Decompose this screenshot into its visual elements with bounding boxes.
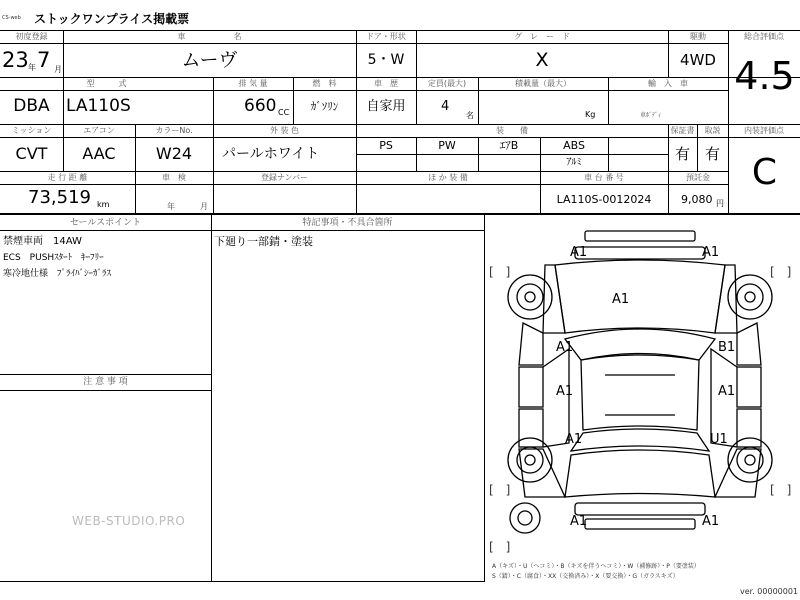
damage-mark-left-rear-door: A1 [556,384,574,399]
import-sub: 車ﾎﾞﾃﾞｨ [640,112,662,119]
import-label: 輸 入 車 [648,79,688,88]
first-reg-year-unit: 年 [28,63,36,72]
version-label: ver. 00000001 [740,587,799,596]
load-label: 積載量（最大） [515,79,571,88]
door-value: 5・W [367,52,405,68]
grade-label: グ レ ー ド [514,32,570,41]
warranty-value: 有 [674,145,690,163]
displacement-label: 排 気 量 [238,79,268,88]
interior-label: 内装評価点 [744,126,784,135]
sales-line-1: 禁煙車両 14AW [3,236,82,247]
equipment-label: 装 備 [496,126,528,135]
fuel-value: ｶﾞｿﾘﾝ [310,100,339,113]
watermark: WEB-STUDIO.PRO [72,514,186,528]
page-title: ストックワンプライス掲載票 [34,12,190,26]
sales-line-3: 寒冷地仕様 ﾌﾟﾗｲﾊﾞｼｰｶﾞﾗｽ [3,269,112,279]
glass-bracket-rear-right: [ ] [770,483,792,497]
legend-line-2: S（錆）・C（腐食）・XX（交換済み）・X（要交換）・G（ガラスキズ） [492,573,679,580]
overall-score: 4.5 [734,54,795,98]
notes-label: 注 意 事 項 [83,377,128,387]
plate-label: 登録ナンバー [260,173,309,182]
sales-point-label: セールスポイント [69,218,142,228]
score-label: 総合評価点 [744,32,784,41]
glass-bracket-front-left: [ ] [489,265,511,279]
damage-mark-rear-bumper-right: A1 [702,514,720,529]
mission-value: CVT [15,144,48,163]
exterior-value: パールホワイト [222,146,320,162]
equipment-abs: ABS [563,139,585,152]
model-name: ムーヴ [181,49,238,71]
grade-value: X [535,49,549,71]
damage-mark-left-front-door: A1 [556,340,574,355]
logo-text: CS-web [2,15,21,21]
inspection-label: 車 検 [162,173,186,182]
fuel-label: 燃 料 [312,79,337,88]
load-unit: Kg [585,110,596,119]
glass-bracket-spare: [ ] [489,540,511,554]
equipment-pw: PW [438,139,456,152]
damage-mark-front-bumper-right: A1 [702,245,720,260]
sales-line-2: ECS PUSHｽﾀｰﾄ ｷｰﾌﾘｰ [3,253,104,263]
capacity-value: 4 [441,99,450,114]
recycle-label: 預託金 [686,173,710,182]
warranty-label: 保証書 [670,126,695,135]
chassis-label: 車 台 番 号 [584,173,624,182]
mileage-value: 73,519 [28,187,91,208]
capacity-unit: 名 [466,111,474,120]
car-damage-diagram [485,215,800,565]
manual-label: 取説 [704,126,721,135]
history-label: 車 歴 [374,79,398,88]
damage-mark-right-rear-fender: U1 [710,432,728,447]
other-equipment-label: ほ か 装 備 [428,173,468,182]
first-reg-year: 23 [2,48,29,72]
equipment-alloy: ｱﾙﾐ [566,157,582,168]
damage-mark-hood: A1 [612,292,630,307]
aircon-label: エアコン [83,126,115,135]
recycle-value: 9,080 [681,193,713,206]
logo [2,13,32,23]
first-reg-month-unit: 月 [54,65,62,74]
mission-label: ミッション [11,126,52,135]
damage-mark-right-front-door: B1 [718,340,736,355]
drive-label: 駆動 [690,32,706,41]
displacement-unit: CC [278,108,290,117]
color-no-value: W24 [155,144,193,163]
legend-line-1: A（キズ）・U（ヘコミ）・B（キズを伴うヘコミ）・W（補修跡）・P（要塗装） [492,563,700,570]
equipment-airbag: ｴｱB [499,139,519,152]
model-name-label: 車 名 [177,32,242,41]
recycle-unit: 円 [716,199,724,208]
interior-score: C [751,152,778,193]
equipment-ps: PS [379,139,393,152]
special-notes-line: 下廻り一部錆・塗装 [214,235,313,248]
damage-mark-rear-bumper-left: A1 [570,514,588,529]
glass-bracket-rear-left: [ ] [489,483,511,497]
type-label: 型 式 [86,79,127,88]
mileage-unit: km [97,200,110,209]
capacity-label: 定員(最大) [427,79,467,88]
history-value: 自家用 [366,99,406,114]
inspection-year-unit: 年 [167,202,175,211]
manual-value: 有 [704,145,720,163]
aircon-value: AAC [82,144,116,163]
damage-mark-right-rear-door: A1 [718,384,736,399]
damage-mark-front-bumper-left: A1 [570,245,588,260]
type-prefix: DBA [13,96,50,116]
first-reg-label: 初度登録 [15,32,48,41]
type-value: LA110S [66,96,131,116]
mileage-label: 走 行 距 離 [47,173,88,182]
door-label: ドア・形状 [366,32,406,41]
exterior-label: 外 装 色 [269,126,300,135]
first-reg-month: 7 [37,48,51,72]
damage-mark-left-rear-fender: A1 [565,432,583,447]
displacement-value: 660 [244,96,277,116]
inspection-month-unit: 月 [200,202,208,211]
glass-bracket-front-right: [ ] [770,265,792,279]
special-notes-label: 特記事項・不具合箇所 [302,218,393,228]
color-no-label: カラーNo. [155,126,193,135]
drive-value: 4WD [680,51,716,69]
chassis-value: LA110S-0012024 [556,193,652,206]
